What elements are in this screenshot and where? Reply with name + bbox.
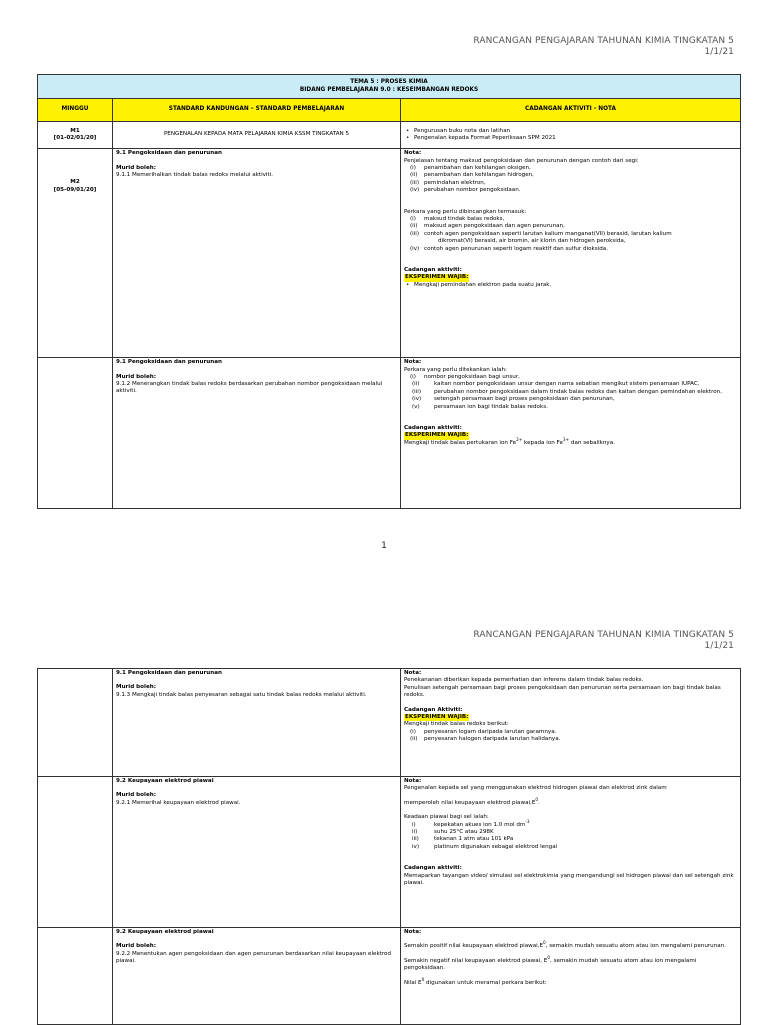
- page-header: [473, 36, 734, 58]
- week-label: M1: [70, 127, 80, 134]
- week-dates: [05-09/01/20]: [53, 186, 97, 193]
- week-cell: [38, 149, 113, 358]
- learning-standard: 9.2.2 Menentukan agen pengoksidaan dan agen penurunan berdasarkan nilai keupayaan elektrod piawai.: [116, 950, 392, 965]
- list-item: (ii) maksud agen pengoksidaan dan agen penurunan,: [410, 223, 565, 230]
- standard-cell: [113, 669, 401, 777]
- week-cell: [38, 669, 113, 777]
- header-standard: STANDARD KANDUNGAN – STANDARD PEMBELAJARAN: [113, 99, 401, 122]
- activity-cell: [401, 149, 741, 358]
- learning-standard: 9.1.3 Mengkaji tindak balas penyesaran sebagai satu tindak balas redoks melalui aktiviti.: [116, 691, 367, 698]
- nota-text: Keadaan piawai bagi sel ialah:: [404, 814, 489, 821]
- page-header-date: 1/1/21: [704, 47, 734, 57]
- page-header: [473, 630, 734, 652]
- nota-text: Penjelasan tentang maksud pengoksidaan dan penurunan dengan contoh dari segi:: [404, 157, 639, 164]
- activity-text: Memaparkan tayangan video/ simulasi sel elektrokimia yang mengandungi sel hidrogen piawai dan sel setengah zink piawai.: [404, 872, 734, 887]
- theme-cell: [38, 75, 741, 99]
- learning-standard: 9.2.1 Memerihal keupayaan elektrod piawai.: [116, 799, 241, 806]
- week-label: M2: [70, 179, 80, 186]
- list-item: iii) tekanan 1 atm atau 101 kPa: [412, 836, 514, 843]
- list-item: (i) nombor pengoksidaan bagi unsur,: [410, 374, 520, 380]
- activity-cell: [401, 777, 741, 928]
- list-item: (i) penyesaran logam daripada larutan garamnya.: [410, 728, 557, 735]
- nota-text: Nilai $E^0$ digunakan untuk meramal perkara berikut:: [404, 976, 547, 986]
- standard-cell: [113, 928, 401, 1025]
- nota-label: Nota:: [404, 150, 422, 157]
- table-row: [38, 928, 741, 1025]
- header-activity: CADANGAN AKTIVITI - NOTA: [401, 99, 741, 122]
- murid-label: Murid boleh:: [116, 684, 156, 691]
- theme-row: [38, 75, 741, 99]
- week-cell: [38, 358, 113, 509]
- experiment-label: EKSPERIMEN WAJIB:: [405, 714, 469, 721]
- list-item: (iv) setengah persamaan bagi proses pengoksidaan dan penurunan,: [412, 396, 615, 403]
- murid-label: Murid boleh:: [116, 373, 156, 380]
- header-row: [38, 99, 741, 122]
- standard-title: 9.2 Keupayaan elektrod piawai: [116, 778, 214, 784]
- week-cell: [38, 122, 113, 149]
- list-item-continuation: dikromat(VI) berasid, air bromin, air klorin dan hidrogen peroksida,: [438, 238, 626, 245]
- page-header-date: 1/1/21: [704, 641, 734, 651]
- experiment-text: Mengkaji tindak balas pertukaran ion $Fe^{2+}$ kepada ion $Fe^{3+}$ dan sebaliknya.: [404, 436, 615, 446]
- standard-title: 9.2 Keupayaan elektrod piawai: [116, 929, 214, 935]
- week-cell: [38, 777, 113, 928]
- standard-cell: [113, 149, 401, 358]
- nota-text: Penekananan diberikan kepada pemerhatian dan inferens dalam tindak balas redoks.: [404, 677, 644, 684]
- nota-text: Semakin negatif nilai keupayaan elektrod piawai, $E^0$, semakin mudah sesuatu atom atau ion mengalami pengoksidaan.: [404, 954, 697, 972]
- page-header-title: RANCANGAN PENGAJARAN TAHUNAN KIMIA TINGKATAN 5: [473, 630, 734, 640]
- murid-label: Murid boleh:: [116, 164, 156, 171]
- standard-title: 9.1 Pengoksidaan dan penurunan: [116, 670, 222, 676]
- nota-label: Nota:: [404, 670, 422, 676]
- activity-cell: [401, 928, 741, 1025]
- standard-cell: [113, 777, 401, 928]
- week-cell: [38, 928, 113, 1025]
- list-item: • Pengurusan buku nota dan latihan: [404, 128, 737, 135]
- activity-label: Cadangan Aktiviti:: [404, 706, 463, 713]
- activity-label: Cadangan aktiviti:: [404, 865, 462, 872]
- nota-text: Perkara yang perlu ditekankan ialah:: [404, 366, 507, 373]
- murid-label: Murid boleh:: [116, 943, 156, 950]
- standard-cell: PENGENALAN KEPADA MATA PELAJARAN KIMIA KSSM TINGKATAN 5: [113, 122, 401, 149]
- week-dates: [01-02/01/20]: [53, 135, 97, 142]
- activity-cell: [401, 122, 741, 149]
- table-row: [38, 122, 741, 149]
- nota-text: Perkara yang perlu dibincangkan termasuk:: [404, 208, 527, 215]
- nota-text: Pengenalan kepada sel yang menggunakan elektrod hidrogen piawai dan elektrod zink dalam: [404, 785, 667, 792]
- list-item: (ii) penambahan dan kehilangan hidrogen,: [410, 172, 534, 179]
- list-item: ii) suhu 25°C atau 298K: [412, 829, 494, 836]
- list-item: (v) persamaan ion bagi tindak balas redoks.: [412, 403, 548, 410]
- list-item: (iii) contoh agen pengoksidaan seperti larutan kalium manganat(VII) berasid, larutan kalium: [410, 230, 672, 237]
- standard-title: 9.1 Pengoksidaan dan penurunan: [116, 150, 222, 157]
- activity-cell: [401, 669, 741, 777]
- list-item: iv) platinum digunakan sebagai elektrod lengai: [412, 843, 558, 850]
- page-header-title: RANCANGAN PENGAJARAN TAHUNAN KIMIA TINGKATAN 5: [473, 36, 734, 46]
- list-item: (iii) perubahan nombor pengoksidaan dalam tindak balas redoks dan kaitan dengan pemindahan elektron,: [412, 388, 722, 395]
- list-item: • Mengkaji pemindahan elektron pada suatu jarak.: [404, 282, 737, 289]
- standard-title: 9.1 Pengoksidaan dan penurunan: [116, 359, 222, 366]
- learning-standard: 9.1.2 Menerangkan tindak balas redoks berdasarkan perubahan nombor pengoksidaan melalui aktiviti.: [116, 381, 383, 395]
- nota-label: Nota:: [404, 359, 422, 366]
- theme-title: TEMA 5 : PROSES KIMIA: [350, 79, 428, 85]
- murid-label: Murid boleh:: [116, 792, 156, 799]
- list-item: (iv) contoh agen penurunan seperti logam reaktif dan sulfur dioksida.: [410, 245, 608, 252]
- nota-label: Nota:: [404, 778, 422, 784]
- activity-cell: [401, 358, 741, 509]
- list-item: • Pengenalan kepada Format Peperiksaan SPM 2021: [404, 135, 737, 142]
- learning-standard: 9.1.1 Memerihalkan tindak balas redoks melalui aktiviti.: [116, 172, 274, 178]
- nota-text: Semakin positif nilai keupayaan elektrod $piawai,E^0$, semakin mudah sesuatu atom atau ion mengalami penurunan.: [404, 940, 727, 950]
- nota-text: memperoleh nilai keupayaan elektrod $piawai,E^0$.: [404, 796, 540, 806]
- list-item: (i) maksud tindak balas redoks,: [410, 216, 505, 223]
- list-item: i) kepekatan akues ion 1.0 mol $dm^{-3}$: [412, 818, 530, 828]
- activity-label: Cadangan aktiviti:: [404, 425, 462, 432]
- experiment-label: EKSPERIMEN WAJIB:: [405, 274, 469, 281]
- standard-cell: [113, 358, 401, 509]
- nota-label: Nota:: [404, 929, 422, 935]
- table-row: [38, 669, 741, 777]
- table-row: [38, 149, 741, 358]
- list-item: (ii) kaitan nombor pengoksidaan unsur dengan nama sebatian mengikut sistem penamaan IUPAC,: [412, 381, 700, 388]
- list-item: (iv) perubahan nombor pengoksidaan.: [410, 187, 521, 194]
- lesson-plan-table-2: [37, 668, 741, 1025]
- list-item: (iii) pemindahan elektron,: [410, 179, 486, 186]
- table-row: [38, 777, 741, 928]
- list-item: (ii) penyesaran halogen daripada larutan halidanya.: [410, 736, 561, 743]
- lesson-plan-table-1: [37, 74, 741, 509]
- learning-area: BIDANG PEMBELAJARAN 9.0 : KESEIMBANGAN REDOKS: [299, 86, 479, 93]
- activity-label: Cadangan aktiviti:: [404, 267, 462, 274]
- list-item: (i) penambahan dan kehilangan oksigen,: [410, 165, 531, 171]
- header-week: MINGGU: [38, 99, 113, 122]
- table-row: [38, 358, 741, 509]
- page-number: 1: [381, 541, 387, 551]
- experiment-text: Mengkaji tindak balas redoks berikut:: [404, 721, 509, 728]
- experiment-label: EKSPERIMEN WAJIB:: [405, 432, 469, 439]
- nota-text: Penulisan setengah persamaan bagi proses pengoksidaan dan penurunan serta persamaan ion bagi tindak balas redoks.: [404, 684, 721, 699]
